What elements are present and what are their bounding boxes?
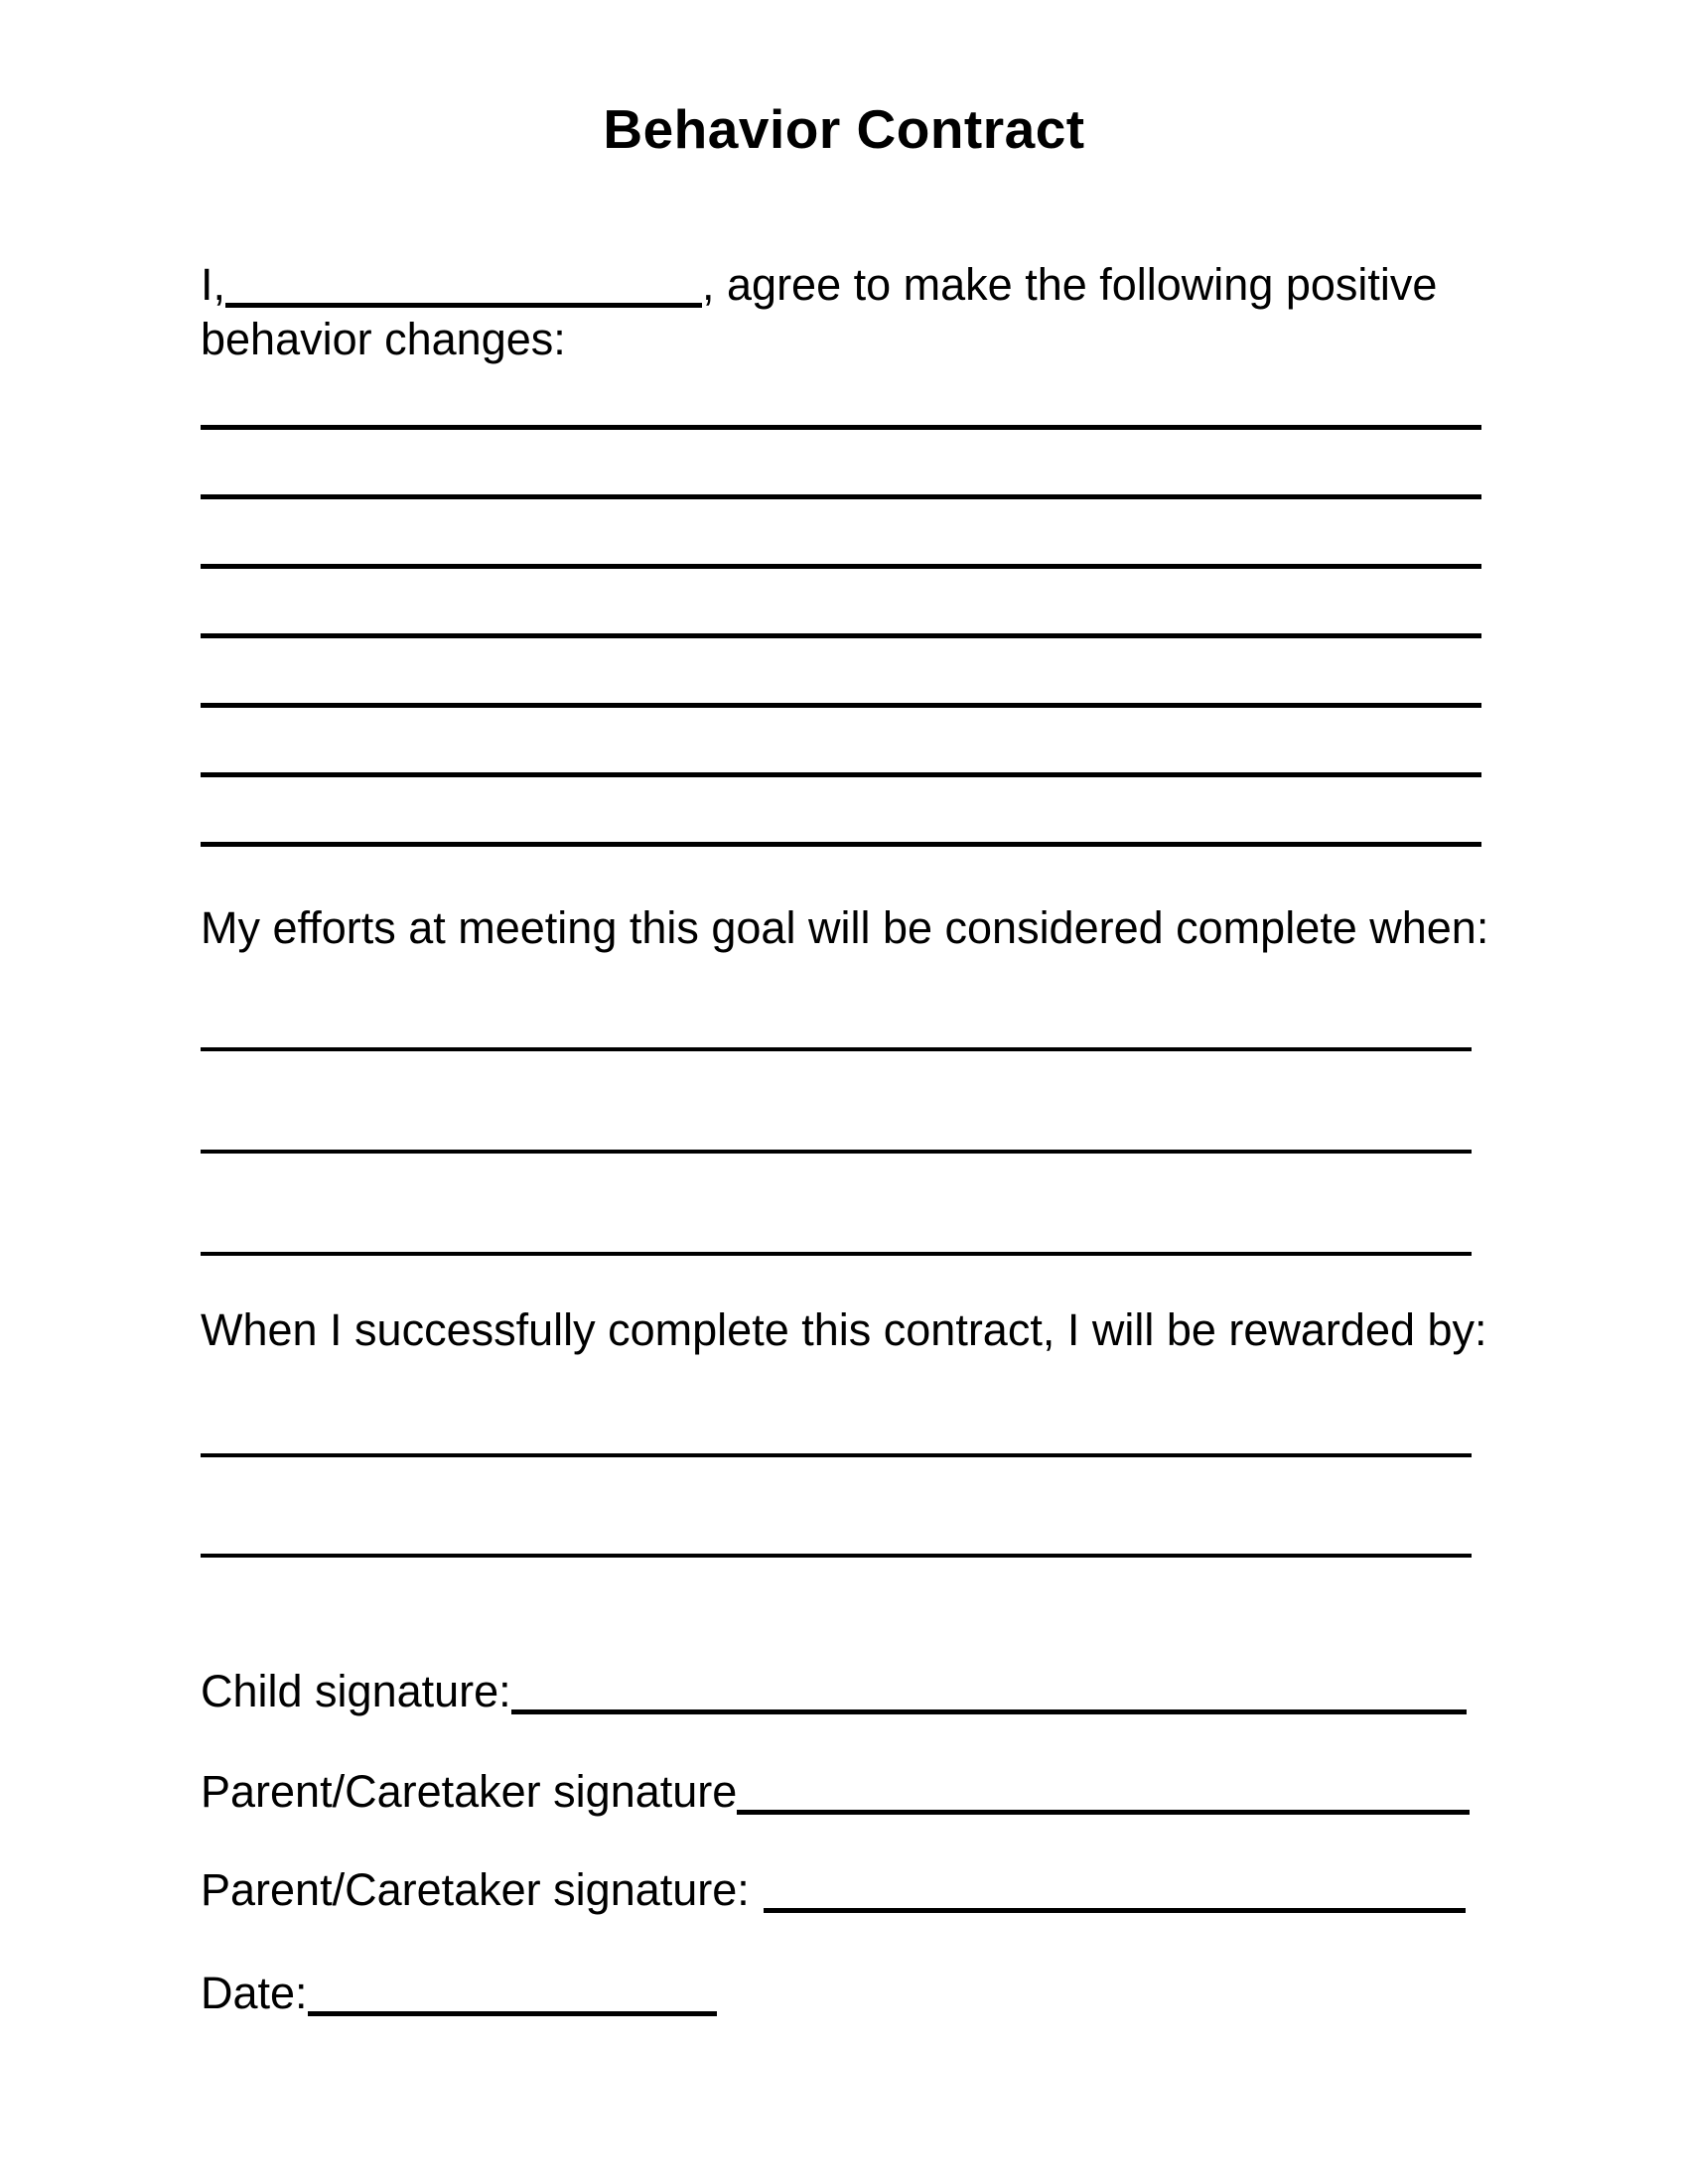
blank-line[interactable] <box>201 703 1481 708</box>
blank-line[interactable] <box>201 564 1481 569</box>
intro-after-blank: , agree to make the following positive <box>702 259 1438 310</box>
blank-line[interactable] <box>201 1150 1472 1154</box>
child-signature-row <box>201 1664 1467 1718</box>
blank-line[interactable] <box>201 1554 1472 1558</box>
page-title: Behavior Contract <box>603 98 1085 160</box>
blank-line[interactable] <box>201 425 1481 430</box>
date-label: Date: <box>201 1968 308 2018</box>
blank-line[interactable] <box>201 1252 1472 1256</box>
parent-caretaker-signature-row-2 <box>201 1862 1466 1917</box>
blank-line[interactable] <box>201 1453 1472 1457</box>
intro-line1 <box>201 257 1437 312</box>
parent-caretaker-signature-row-1 <box>201 1764 1470 1819</box>
date-line[interactable] <box>308 2004 717 2016</box>
behavior-changes-blank-lines <box>201 425 1481 911</box>
blank-line[interactable] <box>201 842 1481 847</box>
parent-caretaker-signature-line-2[interactable] <box>764 1901 1466 1913</box>
reward-blank-lines <box>201 1453 1472 1654</box>
parent-caretaker-signature-label-2: Parent/Caretaker signature: <box>201 1864 750 1915</box>
child-signature-label: Child signature: <box>201 1666 511 1716</box>
completion-heading: My efforts at meeting this goal will be considered complete when: <box>201 902 1489 953</box>
date-row <box>201 1966 717 2020</box>
blank-line[interactable] <box>201 1047 1472 1051</box>
parent-caretaker-signature-line-1[interactable] <box>737 1803 1470 1815</box>
child-signature-line[interactable] <box>511 1703 1467 1714</box>
blank-line[interactable] <box>201 494 1481 499</box>
intro-prefix: I, <box>201 259 226 310</box>
intro-line2: behavior changes: <box>201 314 566 364</box>
intro-paragraph <box>201 257 1437 366</box>
name-blank-line[interactable] <box>225 296 702 308</box>
blank-line[interactable] <box>201 772 1481 777</box>
reward-heading: When I successfully complete this contract, I will be rewarded by: <box>201 1304 1487 1355</box>
parent-caretaker-signature-label-1: Parent/Caretaker signature <box>201 1766 738 1817</box>
blank-line[interactable] <box>201 633 1481 638</box>
